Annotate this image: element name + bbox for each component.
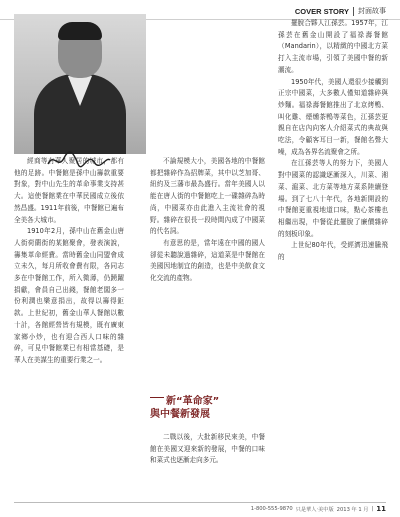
- paragraph: 在江孫芸等人的努力下，美國人對中國菜的認識逐漸深入，川菜、湘菜、滬菜、北方菜等地方菜系陸續登場。到了七八十年代，各地新開設的中餐館更重視地道口味，點心茶樓也相繼出現，中餐從此擺脫了廉價雜碎的刻板印象。: [278, 159, 388, 238]
- paragraph: 上世紀80年代，受經濟迅速騰飛的: [278, 241, 388, 262]
- page-number: 11: [376, 505, 386, 513]
- portrait-photo: [14, 14, 146, 154]
- subsection-label: 封面故事: [358, 7, 386, 15]
- section-label: COVER STORY: [294, 6, 349, 16]
- column-1: [14, 156, 124, 501]
- heading-line-1: 新“革命家”: [166, 396, 220, 407]
- paragraph: 二戰以後，大批新移民來美，中餐館在美國又迎來新的發展，中餐的口味和菜式也逐漸走向多元。: [150, 433, 265, 465]
- paragraph: 不論規模大小，美國各地的中餐館都把雜碎作為招牌菜，其中以芝加哥、紐約及三藩市最為盛行。當年美國人以能在唐人街的中餐館吃上一碟雜碎為時尚，中國菜亦由此進入主流社會的視野。雜碎在很長一段時間內成了中國菜的代名詞。: [150, 157, 265, 236]
- paragraph: 經商等有華人聚居的城市，都有他的足跡。中餐館是孫中山籌款重要對象，對中山先生的革命事業支持甚大。這使餐館業在中華民國成立後依然昌盛。1911年前後，中餐館已遍布全美各大城市。: [14, 157, 124, 224]
- page-header: [295, 4, 386, 18]
- paragraph: 擺脫合夥人江孫芸。1957年，江孫芸在舊金山開設了福祿壽餐館（Mandarin），以精緻的中國北方菜打入主流市場，引領了美國中餐的新潮流。: [278, 19, 388, 74]
- footer-publication: 只是華人‧美中版: [295, 506, 334, 513]
- paragraph: 1910年2月，孫中山在舊金山唐人街荷蘭街的某館聚會，發表演說，籌集革命經費。當時舊金山同盟會成立未久，每月所收會費有限，各同志多在中餐館工作，所入微薄，仍踴躍捐獻，會員自己出錢，餐館老闆多一份利潤也樂意捐出，故得以籌得鉅款。上世紀初，舊金山華人餐館以數十計，各館經營皆有規模，既有廣東家鄉小炒，也有迎合西人口味的雜碎，可見中餐館業已有相當基礎，是華人在美謀生的重要行業之一。: [14, 227, 124, 364]
- footer-rule: [14, 502, 386, 503]
- header-divider: [353, 7, 354, 16]
- footer-phone: 1-800-555-9870: [250, 506, 293, 512]
- column-2-continued: [150, 432, 265, 501]
- page-footer: [251, 505, 386, 513]
- paragraph: 1950年代，美國人還很少接觸到正宗中國菜，大多數人僅知道雜碎與炒麵。福祿壽餐館推出了北京烤鴨、叫化雞、煙燻茶鴨等菜色，江孫芸更親自在店內向客人介紹菜式的典故與吃法，令顧客耳目一新，餐館名聲大噪，成為各界名流聚會之所。: [278, 77, 388, 156]
- section-heading: [150, 392, 265, 432]
- heading-line-2: 與中餐新發展: [150, 409, 210, 420]
- column-2: [150, 156, 265, 392]
- footer-date: 2013 年 1 月: [336, 506, 369, 513]
- divider: |: [371, 506, 374, 512]
- column-3: [278, 18, 388, 501]
- paragraph: 有意思的是，當年遠在中國的國人卻從未聽說過雜碎，這道菜是中餐館在美國因地制宜的創造，也是中美飲食文化交流的產物。: [150, 238, 265, 283]
